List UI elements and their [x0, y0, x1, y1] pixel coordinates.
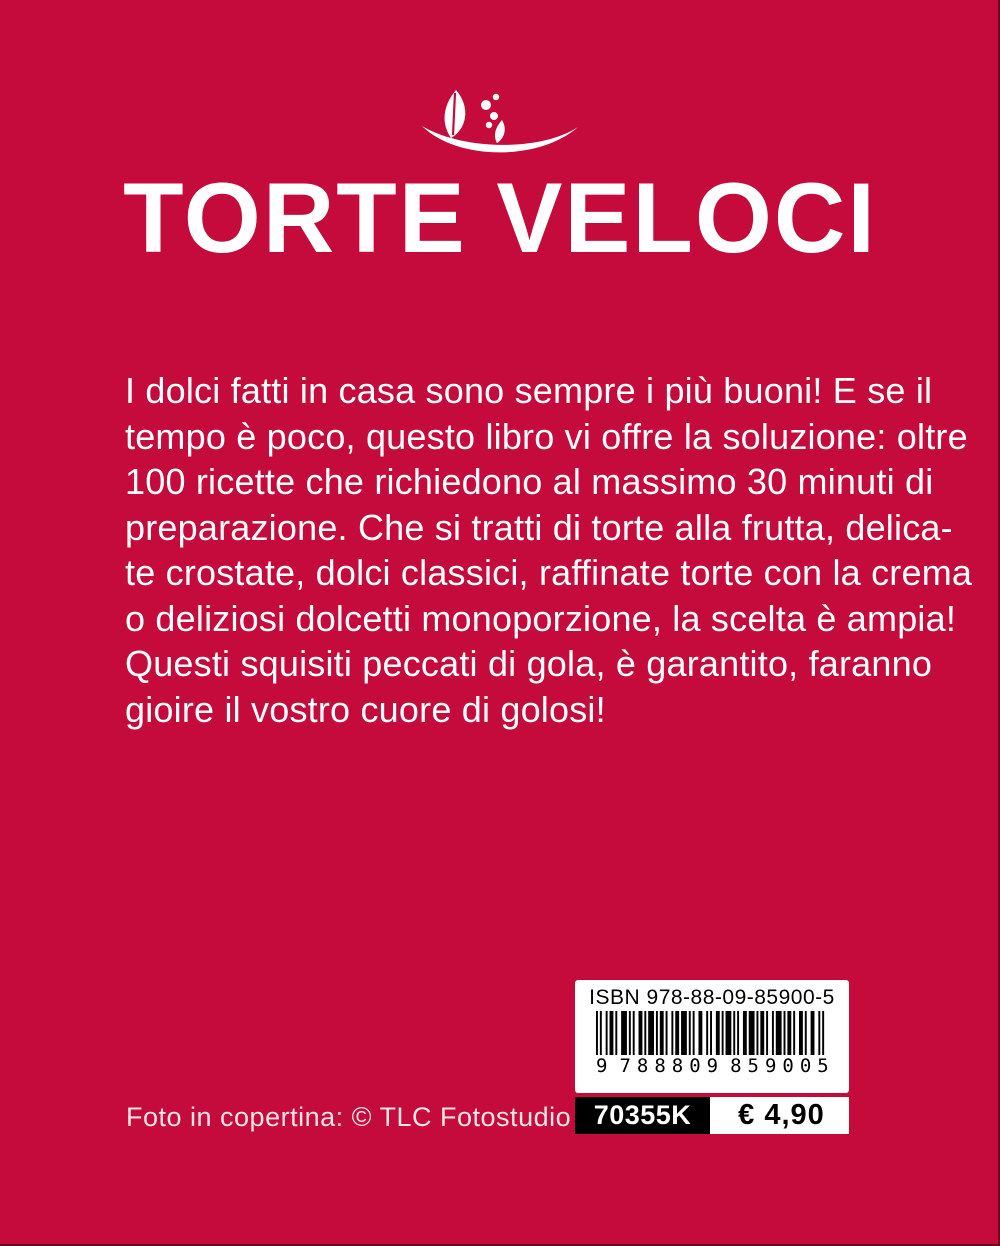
product-code-label: 70355K [575, 1097, 710, 1134]
blurb-line: 100 ricette che richiedono al massimo 30 minuti di [125, 461, 934, 502]
barcode-digit-group: 788809 [616, 1055, 727, 1077]
blurb-line: tempo è poco, questo libro vi offre la soluzione: oltre [125, 415, 968, 457]
blurb-line: o deliziosi dolcetti monoporzione, la scelta è ampia! [125, 597, 957, 639]
isbn-panel [575, 980, 849, 1093]
photo-credit: Foto in copertina: © TLC Fotostudio [126, 1102, 572, 1132]
book-title: TORTE VELOCI [123, 162, 877, 273]
blurb-line: preparazione. Che si tratti di torte alla frutta, delica- [125, 506, 953, 548]
barcode-digit-left: 9 [593, 1055, 616, 1077]
blurb-line: gioire il vostro cuore di golosi! [125, 688, 606, 730]
publisher-leaf-logo-icon [418, 78, 582, 166]
blurb-line: Questi squisiti peccati di gola, è garantito, faranno [125, 643, 933, 684]
blurb-text [125, 368, 973, 732]
blurb-line: I dolci fatti in casa sono sempre i più buoni! E se il [125, 370, 933, 411]
price-label: € 4,90 [710, 1097, 849, 1134]
barcode-block [575, 980, 849, 1134]
barcode-digit-group: 859005 [727, 1055, 838, 1077]
barcode-digits [593, 1055, 835, 1077]
isbn-number: ISBN 978-88-09-85900-5 [589, 986, 835, 1009]
blurb-line: te crostate, dolci classici, raffinate torte con la crema [125, 552, 973, 593]
code-price-row [575, 1097, 849, 1134]
